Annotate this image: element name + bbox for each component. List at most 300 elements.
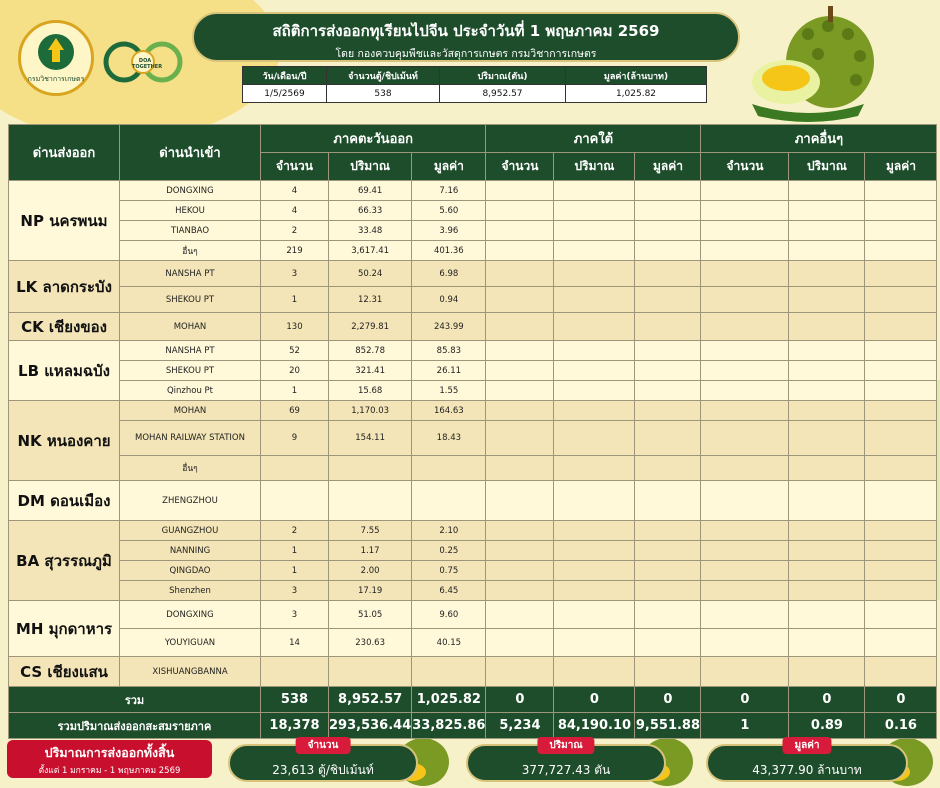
empty-cell bbox=[635, 361, 701, 381]
east-count: 219 bbox=[261, 241, 329, 261]
empty-cell bbox=[701, 361, 789, 381]
empty-cell bbox=[701, 581, 789, 601]
table-row bbox=[9, 181, 937, 201]
empty-cell bbox=[789, 657, 865, 687]
export-port-name: LB แหลมฉบัง bbox=[9, 341, 120, 401]
export-port-name: NP นครพนม bbox=[9, 181, 120, 261]
east-value: 5.60 bbox=[412, 201, 486, 221]
east-value: 26.11 bbox=[412, 361, 486, 381]
empty-cell bbox=[554, 313, 635, 341]
east-value: 3.96 bbox=[412, 221, 486, 241]
empty-cell bbox=[701, 241, 789, 261]
empty-cell bbox=[701, 421, 789, 456]
total-export-banner bbox=[7, 740, 212, 778]
table-row bbox=[9, 541, 937, 561]
column-subheader: จำนวน bbox=[701, 153, 789, 181]
doa-logo bbox=[18, 20, 94, 96]
empty-cell bbox=[554, 481, 635, 521]
empty-cell bbox=[554, 456, 635, 481]
import-port-name: QINGDAO bbox=[120, 561, 261, 581]
import-port-name: อื่นๆ bbox=[120, 456, 261, 481]
import-port-name: SHEKOU PT bbox=[120, 361, 261, 381]
east-volume: 852.78 bbox=[329, 341, 412, 361]
cumulative-row-value: 84,190.10 bbox=[554, 713, 635, 739]
empty-cell bbox=[635, 287, 701, 313]
empty-cell bbox=[789, 581, 865, 601]
empty-cell bbox=[486, 401, 554, 421]
empty-cell bbox=[486, 541, 554, 561]
empty-cell bbox=[486, 261, 554, 287]
table-row bbox=[9, 361, 937, 381]
east-value: 0.75 bbox=[412, 561, 486, 581]
empty-cell bbox=[789, 221, 865, 241]
empty-cell bbox=[789, 313, 865, 341]
empty-cell bbox=[554, 341, 635, 361]
table-row bbox=[9, 561, 937, 581]
anniversary-logo-text: DOA TOGETHER bbox=[132, 58, 163, 70]
empty-cell bbox=[701, 629, 789, 657]
empty-cell bbox=[789, 561, 865, 581]
east-count: 1 bbox=[261, 287, 329, 313]
east-volume: 321.41 bbox=[329, 361, 412, 381]
region-header: ภาคใต้ bbox=[486, 125, 701, 153]
total-count-tag: จำนวน bbox=[296, 737, 351, 754]
empty-cell bbox=[486, 361, 554, 381]
empty-cell bbox=[789, 381, 865, 401]
east-count: 1 bbox=[261, 561, 329, 581]
empty-cell bbox=[554, 421, 635, 456]
empty-cell bbox=[554, 381, 635, 401]
table-row bbox=[9, 221, 937, 241]
empty-cell bbox=[486, 181, 554, 201]
empty-cell bbox=[554, 201, 635, 221]
empty-cell bbox=[635, 241, 701, 261]
total-value-value: 43,377.90 ล้านบาท bbox=[752, 763, 862, 777]
empty-cell bbox=[554, 241, 635, 261]
empty-cell bbox=[865, 521, 937, 541]
table-row bbox=[9, 581, 937, 601]
east-volume bbox=[329, 481, 412, 521]
column-subheader: มูลค่า bbox=[412, 153, 486, 181]
import-port-name: Qinzhou Pt bbox=[120, 381, 261, 401]
empty-cell bbox=[701, 313, 789, 341]
export-port-name: LK ลาดกระบัง bbox=[9, 261, 120, 313]
import-port-name: NANNING bbox=[120, 541, 261, 561]
empty-cell bbox=[789, 456, 865, 481]
east-value: 7.16 bbox=[412, 181, 486, 201]
east-volume bbox=[329, 456, 412, 481]
empty-cell bbox=[865, 456, 937, 481]
east-volume: 7.55 bbox=[329, 521, 412, 541]
empty-cell bbox=[635, 313, 701, 341]
east-value: 6.98 bbox=[412, 261, 486, 287]
empty-cell bbox=[635, 261, 701, 287]
empty-cell bbox=[865, 481, 937, 521]
empty-cell bbox=[486, 241, 554, 261]
daily-summary-table bbox=[242, 66, 707, 103]
east-count: 20 bbox=[261, 361, 329, 381]
east-count: 52 bbox=[261, 341, 329, 361]
empty-cell bbox=[701, 401, 789, 421]
import-port-name: MOHAN RAILWAY STATION bbox=[120, 421, 261, 456]
east-count: 3 bbox=[261, 601, 329, 629]
empty-cell bbox=[486, 657, 554, 687]
east-value: 243.99 bbox=[412, 313, 486, 341]
east-count: 3 bbox=[261, 261, 329, 287]
empty-cell bbox=[701, 261, 789, 287]
empty-cell bbox=[865, 241, 937, 261]
import-port-name: ZHENGZHOU bbox=[120, 481, 261, 521]
cumulative-row-value: 0.89 bbox=[789, 713, 865, 739]
east-value: 0.25 bbox=[412, 541, 486, 561]
empty-cell bbox=[701, 561, 789, 581]
east-volume: 69.41 bbox=[329, 181, 412, 201]
cumulative-row-value: 5,234 bbox=[486, 713, 554, 739]
column-subheader: จำนวน bbox=[261, 153, 329, 181]
empty-cell bbox=[635, 456, 701, 481]
export-port-header: ด่านส่งออก bbox=[9, 125, 120, 181]
east-volume: 33.48 bbox=[329, 221, 412, 241]
empty-cell bbox=[486, 421, 554, 456]
empty-cell bbox=[554, 561, 635, 581]
cumulative-row-label: รวมปริมาณส่งออกสะสมรายภาค bbox=[9, 713, 261, 739]
empty-cell bbox=[701, 381, 789, 401]
east-value: 18.43 bbox=[412, 421, 486, 456]
empty-cell bbox=[486, 581, 554, 601]
import-port-name: DONGXING bbox=[120, 601, 261, 629]
east-volume: 51.05 bbox=[329, 601, 412, 629]
east-volume: 12.31 bbox=[329, 287, 412, 313]
east-count: 4 bbox=[261, 181, 329, 201]
empty-cell bbox=[789, 341, 865, 361]
empty-cell bbox=[789, 201, 865, 221]
total-row-label: รวม bbox=[9, 687, 261, 713]
table-row bbox=[9, 456, 937, 481]
import-port-name: HEKOU bbox=[120, 201, 261, 221]
import-port-name: DONGXING bbox=[120, 181, 261, 201]
total-row-value: 0 bbox=[635, 687, 701, 713]
east-count: 14 bbox=[261, 629, 329, 657]
empty-cell bbox=[635, 657, 701, 687]
empty-cell bbox=[865, 601, 937, 629]
summary-value: 1,025.82 bbox=[566, 85, 707, 103]
empty-cell bbox=[701, 221, 789, 241]
east-count: 4 bbox=[261, 201, 329, 221]
table-row bbox=[9, 601, 937, 629]
table-row bbox=[9, 421, 937, 456]
empty-cell bbox=[701, 657, 789, 687]
empty-cell bbox=[486, 561, 554, 581]
page-title: สถิติการส่งออกทุเรียนไปจีน ประจำวันที่ 1 พฤษภาคม 2569 bbox=[272, 22, 660, 40]
east-volume: 3,617.41 bbox=[329, 241, 412, 261]
empty-cell bbox=[789, 481, 865, 521]
empty-cell bbox=[635, 601, 701, 629]
export-port-name: DM ดอนเมือง bbox=[9, 481, 120, 521]
summary-header: จำนวนตู้/ชิปเม้นท์ bbox=[327, 67, 440, 85]
empty-cell bbox=[865, 421, 937, 456]
cumulative-row-value: 9,551.88 bbox=[635, 713, 701, 739]
empty-cell bbox=[635, 521, 701, 541]
east-value: 85.83 bbox=[412, 341, 486, 361]
empty-cell bbox=[554, 521, 635, 541]
empty-cell bbox=[554, 361, 635, 381]
empty-cell bbox=[554, 221, 635, 241]
total-export-period: ตั้งแต่ 1 มกราคม - 1 พฤษภาคม 2569 bbox=[38, 766, 181, 776]
import-port-name: NANSHA PT bbox=[120, 261, 261, 287]
export-port-name: CS เชียงแสน bbox=[9, 657, 120, 687]
empty-cell bbox=[635, 401, 701, 421]
header-row bbox=[9, 125, 937, 153]
empty-cell bbox=[701, 201, 789, 221]
cumulative-row-value: 1 bbox=[701, 713, 789, 739]
column-subheader: มูลค่า bbox=[865, 153, 937, 181]
cumulative-row-value: 18,378 bbox=[261, 713, 329, 739]
east-volume: 230.63 bbox=[329, 629, 412, 657]
import-port-name: MOHAN bbox=[120, 313, 261, 341]
empty-cell bbox=[486, 201, 554, 221]
table-row bbox=[9, 481, 937, 521]
total-volume-tag: ปริมาณ bbox=[537, 737, 594, 754]
summary-volume: 8,952.57 bbox=[440, 85, 566, 103]
import-port-name: อื่นๆ bbox=[120, 241, 261, 261]
empty-cell bbox=[789, 401, 865, 421]
total-row-value: 0 bbox=[865, 687, 937, 713]
east-count: 2 bbox=[261, 221, 329, 241]
summary-date: 1/5/2569 bbox=[243, 85, 327, 103]
empty-cell bbox=[635, 541, 701, 561]
empty-cell bbox=[865, 341, 937, 361]
empty-cell bbox=[865, 361, 937, 381]
empty-cell bbox=[701, 481, 789, 521]
import-port-name: Shenzhen bbox=[120, 581, 261, 601]
empty-cell bbox=[865, 287, 937, 313]
east-count bbox=[261, 456, 329, 481]
summary-header: ปริมาณ(ตัน) bbox=[440, 67, 566, 85]
empty-cell bbox=[554, 629, 635, 657]
total-count-pill bbox=[228, 740, 418, 782]
empty-cell bbox=[865, 561, 937, 581]
empty-cell bbox=[554, 657, 635, 687]
table-row bbox=[9, 241, 937, 261]
anniversary-logo bbox=[102, 34, 188, 96]
east-count: 9 bbox=[261, 421, 329, 456]
empty-cell bbox=[635, 561, 701, 581]
column-subheader: ปริมาณ bbox=[554, 153, 635, 181]
total-volume-value: 377,727.43 ตัน bbox=[521, 763, 611, 777]
region-header: ภาคอื่นๆ bbox=[701, 125, 937, 153]
east-count: 3 bbox=[261, 581, 329, 601]
empty-cell bbox=[635, 381, 701, 401]
total-value-tag: มูลค่า bbox=[782, 737, 831, 754]
empty-cell bbox=[789, 181, 865, 201]
empty-cell bbox=[865, 657, 937, 687]
empty-cell bbox=[554, 601, 635, 629]
east-value: 401.36 bbox=[412, 241, 486, 261]
empty-cell bbox=[865, 261, 937, 287]
empty-cell bbox=[486, 381, 554, 401]
import-port-header: ด่านนำเข้า bbox=[120, 125, 261, 181]
emblem-icon bbox=[36, 32, 76, 72]
empty-cell bbox=[554, 261, 635, 287]
empty-cell bbox=[486, 287, 554, 313]
table-row bbox=[9, 629, 937, 657]
east-count bbox=[261, 481, 329, 521]
import-port-name: GUANGZHOU bbox=[120, 521, 261, 541]
empty-cell bbox=[865, 181, 937, 201]
total-row-value: 1,025.82 bbox=[412, 687, 486, 713]
empty-cell bbox=[635, 581, 701, 601]
empty-cell bbox=[789, 629, 865, 657]
doa-logo-text: กรมวิชาการเกษตร bbox=[27, 74, 85, 83]
east-value: 1.55 bbox=[412, 381, 486, 401]
total-row-value: 538 bbox=[261, 687, 329, 713]
empty-cell bbox=[789, 241, 865, 261]
east-value bbox=[412, 657, 486, 687]
total-volume-pill bbox=[466, 740, 666, 782]
empty-cell bbox=[865, 201, 937, 221]
export-port-name: MH มุกดาหาร bbox=[9, 601, 120, 657]
total-row bbox=[9, 687, 937, 713]
east-count: 1 bbox=[261, 381, 329, 401]
page-subtitle: โดย กองควบคุมพืชและวัสดุการเกษตร กรมวิชาการเกษตร bbox=[335, 48, 597, 60]
column-subheader: มูลค่า bbox=[635, 153, 701, 181]
east-volume: 66.33 bbox=[329, 201, 412, 221]
title-banner bbox=[192, 12, 740, 62]
empty-cell bbox=[701, 521, 789, 541]
empty-cell bbox=[701, 181, 789, 201]
total-value-pill bbox=[706, 740, 908, 782]
east-value: 164.63 bbox=[412, 401, 486, 421]
total-row-value: 0 bbox=[554, 687, 635, 713]
import-port-name: MOHAN bbox=[120, 401, 261, 421]
east-value bbox=[412, 481, 486, 521]
east-count: 69 bbox=[261, 401, 329, 421]
table-row bbox=[9, 401, 937, 421]
empty-cell bbox=[486, 313, 554, 341]
column-subheader: ปริมาณ bbox=[329, 153, 412, 181]
empty-cell bbox=[789, 361, 865, 381]
durian-illustration bbox=[748, 4, 888, 124]
east-count: 2 bbox=[261, 521, 329, 541]
empty-cell bbox=[554, 287, 635, 313]
east-volume: 15.68 bbox=[329, 381, 412, 401]
empty-cell bbox=[554, 581, 635, 601]
region-header: ภาคตะวันออก bbox=[261, 125, 486, 153]
empty-cell bbox=[701, 287, 789, 313]
summary-header: วัน/เดือน/ปี bbox=[243, 67, 327, 85]
empty-cell bbox=[486, 481, 554, 521]
east-value bbox=[412, 456, 486, 481]
export-port-name: NK หนองคาย bbox=[9, 401, 120, 481]
export-table bbox=[8, 124, 937, 739]
east-value: 40.15 bbox=[412, 629, 486, 657]
table-row bbox=[9, 313, 937, 341]
empty-cell bbox=[701, 341, 789, 361]
column-subheader: จำนวน bbox=[486, 153, 554, 181]
table-row bbox=[9, 381, 937, 401]
empty-cell bbox=[486, 221, 554, 241]
east-volume: 154.11 bbox=[329, 421, 412, 456]
empty-cell bbox=[635, 181, 701, 201]
empty-cell bbox=[865, 541, 937, 561]
table-row bbox=[9, 521, 937, 541]
empty-cell bbox=[554, 181, 635, 201]
empty-cell bbox=[865, 581, 937, 601]
east-volume: 17.19 bbox=[329, 581, 412, 601]
east-volume: 50.24 bbox=[329, 261, 412, 287]
east-count: 130 bbox=[261, 313, 329, 341]
total-row-value: 8,952.57 bbox=[329, 687, 412, 713]
import-port-name: NANSHA PT bbox=[120, 341, 261, 361]
empty-cell bbox=[789, 261, 865, 287]
east-value: 2.10 bbox=[412, 521, 486, 541]
east-volume: 1,170.03 bbox=[329, 401, 412, 421]
empty-cell bbox=[789, 541, 865, 561]
empty-cell bbox=[865, 313, 937, 341]
empty-cell bbox=[486, 601, 554, 629]
empty-cell bbox=[635, 341, 701, 361]
east-value: 9.60 bbox=[412, 601, 486, 629]
empty-cell bbox=[486, 521, 554, 541]
empty-cell bbox=[865, 221, 937, 241]
import-port-name: YOUYIGUAN bbox=[120, 629, 261, 657]
column-subheader: ปริมาณ bbox=[789, 153, 865, 181]
east-count: 1 bbox=[261, 541, 329, 561]
empty-cell bbox=[701, 601, 789, 629]
table-row bbox=[9, 287, 937, 313]
import-port-name: SHEKOU PT bbox=[120, 287, 261, 313]
east-volume bbox=[329, 657, 412, 687]
empty-cell bbox=[486, 456, 554, 481]
summary-count: 538 bbox=[327, 85, 440, 103]
empty-cell bbox=[789, 601, 865, 629]
empty-cell bbox=[865, 401, 937, 421]
empty-cell bbox=[789, 521, 865, 541]
east-volume: 2,279.81 bbox=[329, 313, 412, 341]
summary-header: มูลค่า(ล้านบาท) bbox=[566, 67, 707, 85]
empty-cell bbox=[701, 541, 789, 561]
total-count-value: 23,613 ตู้/ชิปเม้นท์ bbox=[272, 763, 374, 777]
empty-cell bbox=[865, 381, 937, 401]
empty-cell bbox=[789, 421, 865, 456]
east-volume: 2.00 bbox=[329, 561, 412, 581]
east-value: 6.45 bbox=[412, 581, 486, 601]
empty-cell bbox=[486, 341, 554, 361]
cumulative-row-value: 0.16 bbox=[865, 713, 937, 739]
empty-cell bbox=[635, 629, 701, 657]
import-port-name: XISHUANGBANNA bbox=[120, 657, 261, 687]
total-row-value: 0 bbox=[701, 687, 789, 713]
cumulative-row-value: 293,536.44 bbox=[329, 713, 412, 739]
export-port-name: CK เชียงของ bbox=[9, 313, 120, 341]
east-count bbox=[261, 657, 329, 687]
empty-cell bbox=[554, 541, 635, 561]
empty-cell bbox=[701, 456, 789, 481]
east-value: 0.94 bbox=[412, 287, 486, 313]
table-row bbox=[9, 261, 937, 287]
table-row bbox=[9, 201, 937, 221]
empty-cell bbox=[635, 201, 701, 221]
east-volume: 1.17 bbox=[329, 541, 412, 561]
import-port-name: TIANBAO bbox=[120, 221, 261, 241]
cumulative-row bbox=[9, 713, 937, 739]
export-port-name: BA สุวรรณภูมิ bbox=[9, 521, 120, 601]
table-row bbox=[9, 657, 937, 687]
total-row-value: 0 bbox=[789, 687, 865, 713]
table-row bbox=[9, 341, 937, 361]
total-row-value: 0 bbox=[486, 687, 554, 713]
empty-cell bbox=[865, 629, 937, 657]
